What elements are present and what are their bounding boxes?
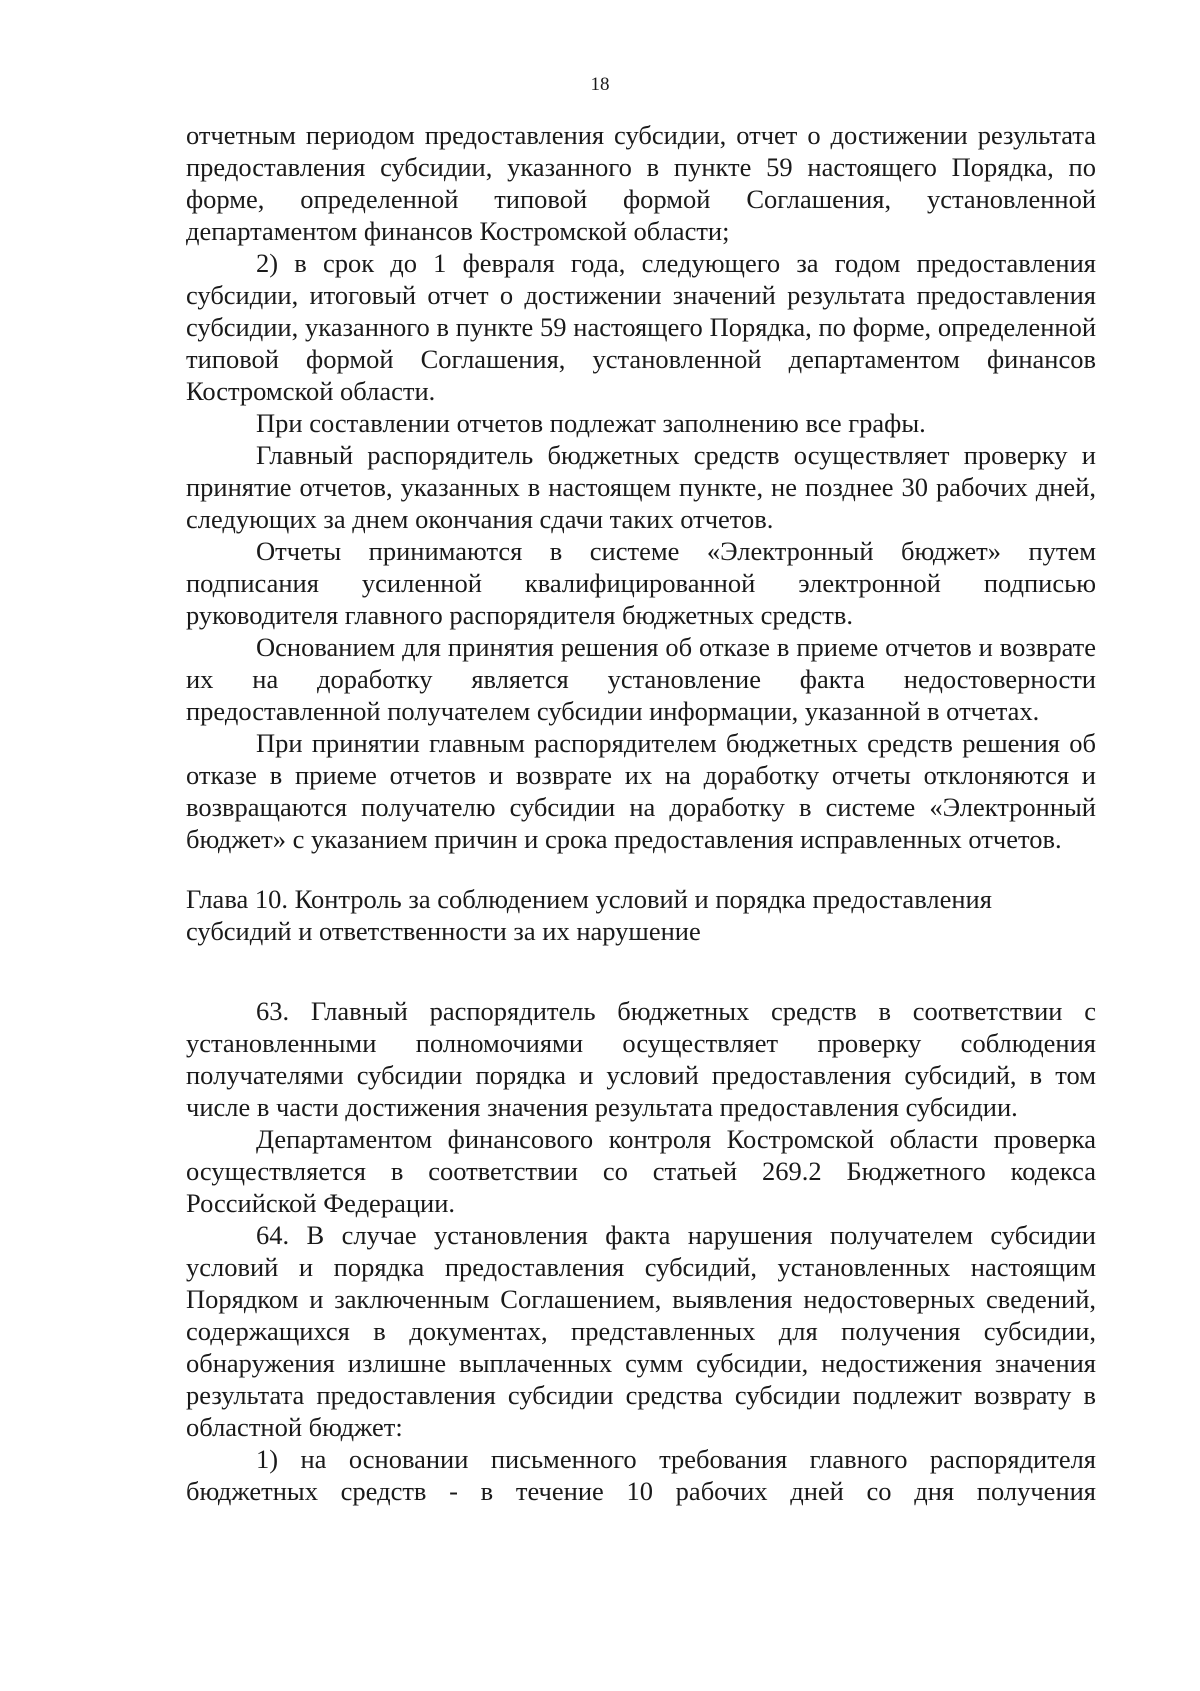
chapter-heading-line2: субсидий и ответственности за их нарушение <box>186 916 701 946</box>
paragraph-financial-control: Департаментом финансового контроля Костромской области проверка осуществляется в соответствии со статьей 269.2 Бюджетного кодекса Российской Федерации. <box>186 1124 1096 1218</box>
chapter-heading-line1: Глава 10. Контроль за соблюдением условий и порядка предоставления <box>186 884 992 914</box>
paragraph-reporting-period: отчетным периодом предоставления субсидии, отчет о достижении результата предоставления субсидии, указанного в пункте 59 настоящего Порядка, по форме, определенной типовой формой Соглашения, установленной департаментом финансов Костромской области; <box>186 120 1096 246</box>
paragraph-rejection-grounds: Основанием для принятия решения об отказе в приеме отчетов и возврате их на доработку является установление факта недостоверности предоставленной получателем субсидии информации, указанной в отчетах. <box>186 632 1096 726</box>
paragraph-fill-all-fields: При составлении отчетов подлежат заполнению все графы. <box>256 408 926 438</box>
paragraph-rejection-procedure: При принятии главным распорядителем бюджетных средств решения об отказе в приеме отчетов и возврате их на доработку отчеты отклоняются и возвращаются получателю субсидии на доработку в системе «Электронный бюджет» с указанием причин и срока предоставления исправленных отчетов. <box>186 728 1096 854</box>
paragraph-item-64: 64. В случае установления факта нарушения получателем субсидии условий и порядка предоставления субсидий, установленных настоящим Порядком и заключенным Соглашением, выявления недостоверных сведений, содержащихся в документах, представленных для получения субсидии, обнаружения излишне выплаченных сумм субсидии, недостижения значения результата предоставления субсидии средства субсидии подлежит возврату в областной бюджет: <box>186 1220 1096 1442</box>
document-body <box>186 119 1096 1507</box>
chapter-heading <box>186 883 1096 947</box>
paragraph-electronic-budget-acceptance: Отчеты принимаются в системе «Электронный бюджет» путем подписания усиленной квалифицированной электронной подписью руководителя главного распорядителя бюджетных средств. <box>186 536 1096 630</box>
paragraph-written-demand: 1) на основании письменного требования главного распорядителя бюджетных средств - в течение 10 рабочих дней со дня получения <box>186 1444 1096 1506</box>
paragraph-report-verification: Главный распорядитель бюджетных средств осуществляет проверку и принятие отчетов, указанных в настоящем пункте, не позднее 30 рабочих дней, следующих за днем окончания сдачи таких отчетов. <box>186 440 1096 534</box>
paragraph-item-63: 63. Главный распорядитель бюджетных средств в соответствии с установленными полномочиями осуществляет проверку соблюдения получателями субсидии порядка и условий предоставления субсидий, в том числе в части достижения значения результата предоставления субсидии. <box>186 996 1096 1122</box>
paragraph-final-report-deadline: 2) в срок до 1 февраля года, следующего за годом предоставления субсидии, итоговый отчет о достижении значений результата предоставления субсидии, указанного в пункте 59 настоящего Порядка, по форме, определенной типовой формой Соглашения, установленной департаментом финансов Костромской области. <box>186 248 1096 406</box>
page-number: 18 <box>590 74 610 95</box>
